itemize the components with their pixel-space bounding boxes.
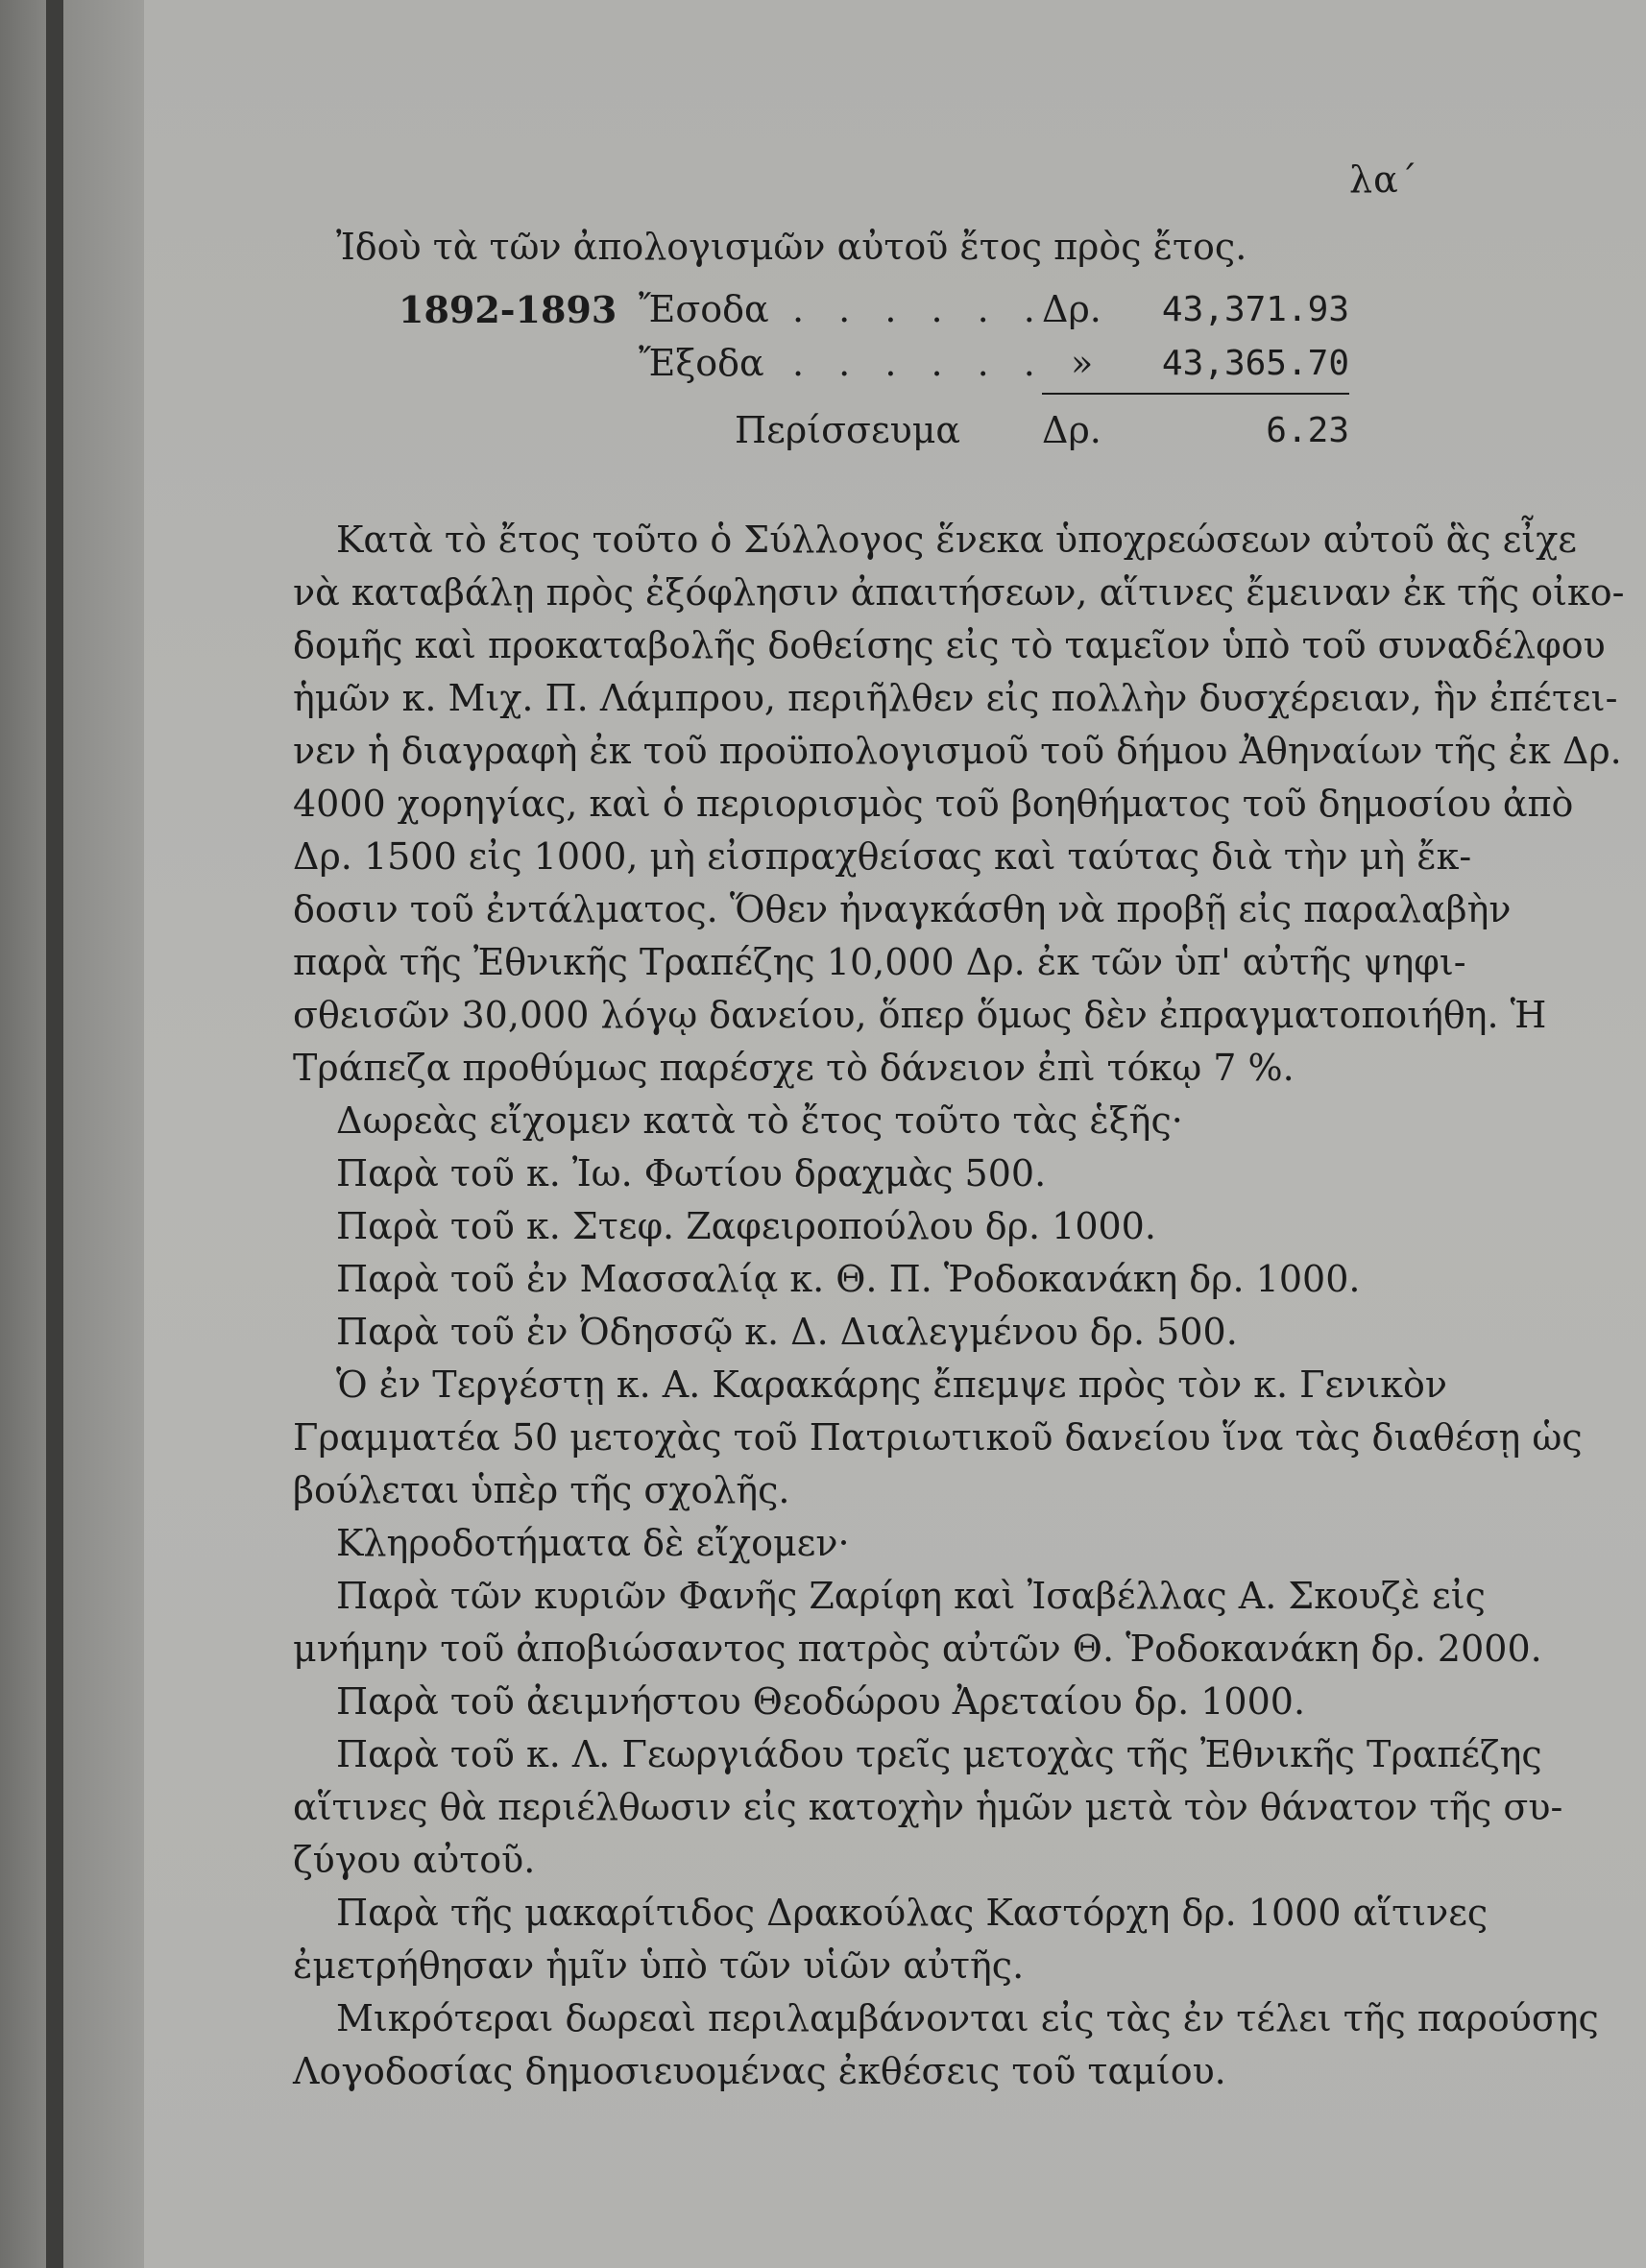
text-line: Δρ. 1500 εἰς 1000, μὴ εἰσπραχθείσας καὶ ταύτας διὰ τὴν μὴ ἔκ-	[293, 835, 1472, 878]
text-line: Τράπεζα προθύμως παρέσχε τὸ δάνειον ἐπὶ τόκῳ 7 %.	[293, 1047, 1295, 1089]
text-line: Μικρότεραι δωρεαὶ περιλαμβάνονται εἰς τὰς ἐν τέλει τῆς παρούσης	[336, 1997, 1599, 2039]
text-line: δοσιν τοῦ ἐντάλματος. Ὅθεν ἠναγκάσθη νὰ προβῇ εἰς παραλαβὴν	[293, 888, 1512, 930]
text-line: βούλεται ὑπὲρ τῆς σχολῆς.	[293, 1469, 790, 1511]
income-dots: . . . . . .	[792, 288, 1047, 330]
income-currency: Δρ.	[1042, 288, 1101, 330]
income-amount: 43,371.93	[1161, 290, 1349, 329]
text-line: Παρὰ τῆς μακαρίτιδος Δρακούλας Καστόρχη δρ. 1000 αἵτινες	[336, 1892, 1489, 1934]
text-line: μνήμην τοῦ ἀποβιώσαντος πατρὸς αὐτῶν Θ. Ῥοδοκανάκη δρ. 2000.	[293, 1628, 1542, 1670]
text-line: Κατὰ τὸ ἔτος τοῦτο ὁ Σύλλογος ἕνεκα ὑποχρεώσεων αὐτοῦ ἃς εἶχε	[336, 519, 1577, 561]
text-line: δομῆς καὶ προκαταβολῆς δοθείσης εἰς τὸ ταμεῖον ὑπὸ τοῦ συναδέλφου	[293, 624, 1606, 666]
text-line: Δωρεὰς εἴχομεν κατὰ τὸ ἔτος τοῦτο τὰς ἑξῆς·	[336, 1099, 1183, 1142]
text-line: ἐμετρήθησαν ἡμῖν ὑπὸ τῶν υἱῶν αὐτῆς.	[293, 1944, 1025, 1987]
text-line: Ὁ ἐν Τεργέστῃ κ. Α. Καρακάρης ἔπεμψε πρὸς τὸν κ. Γενικὸν	[336, 1363, 1447, 1406]
text-line: παρὰ τῆς Ἐθνικῆς Τραπέζης 10,000 Δρ. ἐκ τῶν ὑπ' αὐτῆς ψηφι-	[293, 941, 1466, 983]
expense-dots: . . . . . .	[792, 342, 1047, 384]
binding-shadow	[46, 0, 63, 2268]
text-line: Λογοδοσίας δημοσιευομένας ἐκθέσεις τοῦ ταμίου.	[293, 2050, 1226, 2092]
page-gutter	[0, 0, 144, 2268]
sum-rule	[1042, 393, 1349, 395]
text-line: Παρὰ τοῦ ἐν Ὀδησσῷ κ. Δ. Διαλεγμένου δρ. 500.	[336, 1311, 1238, 1353]
text-line: Παρὰ τοῦ κ. Στεφ. Ζαφειροπούλου δρ. 1000.	[336, 1205, 1156, 1247]
text-line: Κληροδοτήματα δὲ εἴχομεν·	[336, 1522, 850, 1564]
text-line: νὰ καταβάλῃ πρὸς ἐξόφλησιν ἀπαιτήσεων, αἵτινες ἔμειναν ἐκ τῆς οἰκο-	[293, 571, 1625, 614]
text-line: σθεισῶν 30,000 λόγῳ δανείου, ὅπερ ὅμως δὲν ἐπραγματοποιήθη. Ἡ	[293, 994, 1547, 1036]
text-line: ἡμῶν κ. Μιχ. Π. Λάμπρου, περιῆλθεν εἰς πολλὴν δυσχέρειαν, ἣν ἐπέτει-	[293, 677, 1618, 719]
text-line: αἵτινες θὰ περιέλθωσιν εἰς κατοχὴν ἡμῶν μετὰ τὸν θάνατον τῆς συ-	[293, 1786, 1563, 1828]
text-line: 4000 χορηγίας, καὶ ὁ περιορισμὸς τοῦ βοηθήματος τοῦ δημοσίου ἀπὸ	[293, 783, 1574, 825]
expense-label: Ἔξοδα	[639, 342, 764, 384]
intro-line: Ἰδοὺ τὰ τῶν ἀπολογισμῶν αὐτοῦ ἔτος πρὸς ἔτος.	[336, 226, 1247, 268]
expense-currency: »	[1071, 342, 1094, 384]
text-line: Παρὰ τοῦ ἐν Μασσαλίᾳ κ. Θ. Π. Ῥοδοκανάκη δρ. 1000.	[336, 1258, 1361, 1300]
surplus-label: Περίσσευμα	[735, 409, 961, 451]
text-line: Παρὰ τοῦ κ. Λ. Γεωργιάδου τρεῖς μετοχὰς τῆς Ἐθνικῆς Τραπέζης	[336, 1733, 1542, 1775]
text-line: νεν ἡ διαγραφὴ ἐκ τοῦ προϋπολογισμοῦ τοῦ δήμου Ἀθηναίων τῆς ἐκ Δρ.	[293, 730, 1622, 772]
text-line: ζύγου αὐτοῦ.	[293, 1839, 536, 1881]
surplus-currency: Δρ.	[1042, 409, 1101, 451]
text-line: Παρὰ τῶν κυριῶν Φανῆς Ζαρίφη καὶ Ἰσαβέλλας Α. Σκουζὲ εἰς	[336, 1575, 1486, 1617]
income-label: Ἔσοδα	[639, 288, 769, 330]
accounts-table	[293, 283, 1426, 514]
text-line: Γραμματέα 50 μετοχὰς τοῦ Πατριωτικοῦ δανείου ἵνα τὰς διαθέσῃ ὡς	[293, 1416, 1583, 1459]
text-line: Παρὰ τοῦ ἀειμνήστου Θεοδώρου Ἀρεταίου δρ. 1000.	[336, 1680, 1306, 1723]
accounts-year: 1892-1893	[399, 288, 617, 331]
page-number: λα΄	[1349, 158, 1418, 201]
body-text	[293, 221, 1625, 2098]
expense-amount: 43,365.70	[1161, 344, 1349, 383]
surplus-amount: 6.23	[1266, 411, 1349, 450]
text-line: Παρὰ τοῦ κ. Ἰω. Φωτίου δραχμὰς 500.	[336, 1152, 1047, 1194]
